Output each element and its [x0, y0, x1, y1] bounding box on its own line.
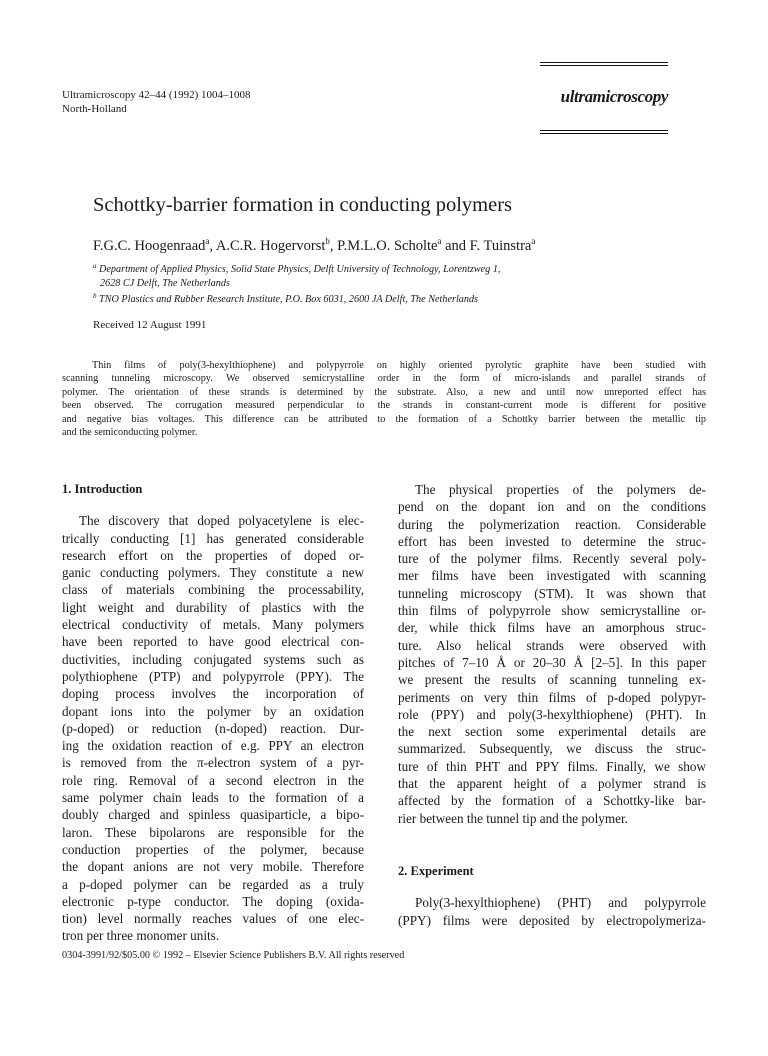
body-line: trically conducting [1] has generated considerable: [62, 530, 364, 546]
body-line: thin films of polypyrrole show semicrystalline or-: [398, 603, 706, 619]
body-line: der, while thick films have an amorphous struc-: [398, 620, 706, 636]
body-line: affected by the formation of a Schottky-like bar-: [398, 793, 706, 809]
body-line: effort has been invested to determine the struc-: [398, 533, 706, 549]
affiliation-text: Department of Applied Physics, Solid State Physics, Delft University of Technology, Lorentzweg 1,: [99, 264, 501, 275]
body-line: have been reported to have good electrical con-: [62, 634, 364, 650]
body-line: light weight and durability of plastics with the: [62, 599, 364, 615]
logo-rule-top-2: [540, 65, 668, 66]
body-line: electrical conductivity of metals. Many polymers: [62, 617, 364, 633]
body-line: The physical properties of the polymers de-: [415, 482, 706, 497]
section-heading: 2. Experiment: [398, 863, 474, 878]
body-line: laron. These bipolarons are responsible for the: [62, 824, 364, 840]
affiliations: [93, 260, 500, 307]
body-line: rier between the tunnel tip and the polymer.: [398, 810, 628, 826]
body-line: (PPY) films were deposited by electropolymeriza-: [398, 912, 706, 928]
paper-title: Schottky-barrier formation in conducting polymers: [93, 194, 513, 216]
affiliation-text: TNO Plastics and Rubber Research Institute, P.O. Box 6031, 2600 JA Delft, The Netherlands: [99, 294, 479, 305]
logo-rule-top: [540, 62, 668, 63]
body-line: during the polymerization reaction. Considerable: [398, 516, 706, 532]
author-name: , P.M.L.O. Scholte: [329, 238, 438, 254]
body-line: dopant ions into the polymer by an oxidation: [62, 703, 364, 719]
body-line: class of materials combining the processability,: [62, 582, 364, 598]
publisher-line: North-Holland: [62, 103, 127, 115]
body-line: summarized. Subsequently, we discuss the struc-: [398, 741, 706, 757]
body-line: (p-doped) or reduction (n-doped) reaction. Dur-: [62, 720, 364, 736]
affil-mark: a: [205, 236, 210, 246]
author-name: F.G.C. Hoogenraad: [93, 238, 206, 254]
body-line: role ring. Removal of a second electron in the: [62, 772, 364, 788]
logo-rule-bottom: [540, 130, 668, 131]
abstract-line: and the semiconducting polymer.: [62, 427, 198, 439]
body-line: we present the results of scanning tunneling ex-: [398, 672, 706, 688]
left-column: [62, 481, 364, 945]
body-line: polythiophene (PTP) and polypyrrole (PPY). The: [62, 668, 364, 684]
body-line: ganic conducting polymers. They constitute a new: [62, 565, 364, 581]
body-line: conduction properties of the polymer, because: [62, 841, 364, 857]
journal-logo: [540, 62, 668, 136]
abstract-line: Thin films of poly(3-hexylthiophene) and polypyrrole on highly oriented pyrolytic graphite have been studied with: [92, 360, 706, 371]
body-line: ture of the polymer films. Recently several poly-: [398, 551, 706, 567]
abstract-line: scanning tunneling microscopy. We observed semicrystalline order in the form of micro-islands and parallel strands of: [62, 373, 706, 385]
author-name: , A.C.R. Hogervorst: [209, 238, 326, 254]
body-line: periments on very thin films of p-doped polypyr-: [398, 689, 706, 705]
body-line: is removed from the π-electron system of a pyr-: [62, 755, 364, 771]
body-line: Poly(3-hexylthiophene) (PHT) and polypyrrole: [415, 895, 706, 911]
affiliation-b: [93, 290, 500, 307]
abstract-line: been observed. The corrugation measured perpendicular to the strands in constant-current mode is different for positive: [62, 400, 706, 412]
affil-mark: a: [437, 236, 442, 246]
body-line: ductivities, including conjugated systems such as: [62, 651, 364, 667]
body-line: pend on the dopant ion and on the conditions: [398, 499, 706, 515]
body-line: The discovery that doped polyacetylene is elec-: [79, 513, 364, 529]
body-line: that the apparent height of a polymer strand is: [398, 776, 706, 792]
affil-mark: a: [531, 236, 536, 246]
journal-citation: [62, 88, 251, 116]
body-line: the dopant anions are not very mobile. Therefore: [62, 859, 364, 875]
logo-rule-bottom-2: [540, 133, 668, 134]
affil-mark: b: [325, 236, 330, 246]
right-column: [398, 481, 706, 929]
body-line: pitches of 7–10 Å or 20–30 Å [2–5]. In this paper: [398, 654, 706, 670]
copyright-footer: 0304-3991/92/$05.00 © 1992 – Elsevier Science Publishers B.V. All rights reserved: [62, 950, 405, 961]
logo-text: ultramicroscopy: [560, 87, 668, 106]
section-heading: 1. Introduction: [62, 482, 143, 496]
abstract-line: and negative bias voltages. This difference can be attributed to the formation of a Schottky barrier between the metallic tip: [62, 413, 706, 425]
affiliation-a-cont: 2628 CJ Delft, The Netherlands: [100, 277, 230, 289]
affil-mark: b: [93, 292, 97, 300]
body-line: ture. Also helical strands were observed with: [398, 637, 706, 653]
author-name: and F. Tuinstra: [441, 238, 532, 254]
abstract: [62, 359, 706, 439]
affil-mark: a: [93, 262, 97, 270]
body-line: a p-doped polymer can be regarded as a truly: [62, 876, 364, 892]
affiliation-a: [93, 260, 500, 277]
citation-line: Ultramicroscopy 42–44 (1992) 1004–1008: [62, 89, 251, 101]
body-line: tion) level normally reaches values of one elec-: [62, 911, 364, 927]
body-line: the next section some experimental details are: [398, 724, 706, 740]
body-line: tron per three monomer units.: [62, 928, 220, 944]
received-date: Received 12 August 1991: [93, 319, 207, 331]
body-line: doping process involves the incorporation of: [62, 686, 364, 702]
author-list: [93, 236, 535, 255]
body-line: electronic p-type conductor. The doping (oxida-: [62, 893, 364, 909]
body-line: mer films have been investigated with scanning: [398, 568, 706, 584]
body-line: role (PPY) and poly(3-hexylthiophene) (PHT). In: [398, 706, 706, 722]
abstract-line: polymer. The orientation of these strands is determined by the substrate. Also, a new and until now unreported effect has: [62, 386, 706, 398]
body-line: research effort on the properties of doped or-: [62, 547, 364, 563]
body-line: ing the oxidation reaction of e.g. PPY an electron: [62, 738, 364, 754]
body-line: ture of thin PHT and PPY films. Finally, we show: [398, 758, 706, 774]
body-line: tunneling microscopy (STM). It was shown that: [398, 585, 706, 601]
body-line: same polymer chain leads to the formation of a: [62, 790, 364, 806]
body-line: doubly charged and spinless quasiparticle, a bipo-: [62, 807, 364, 823]
